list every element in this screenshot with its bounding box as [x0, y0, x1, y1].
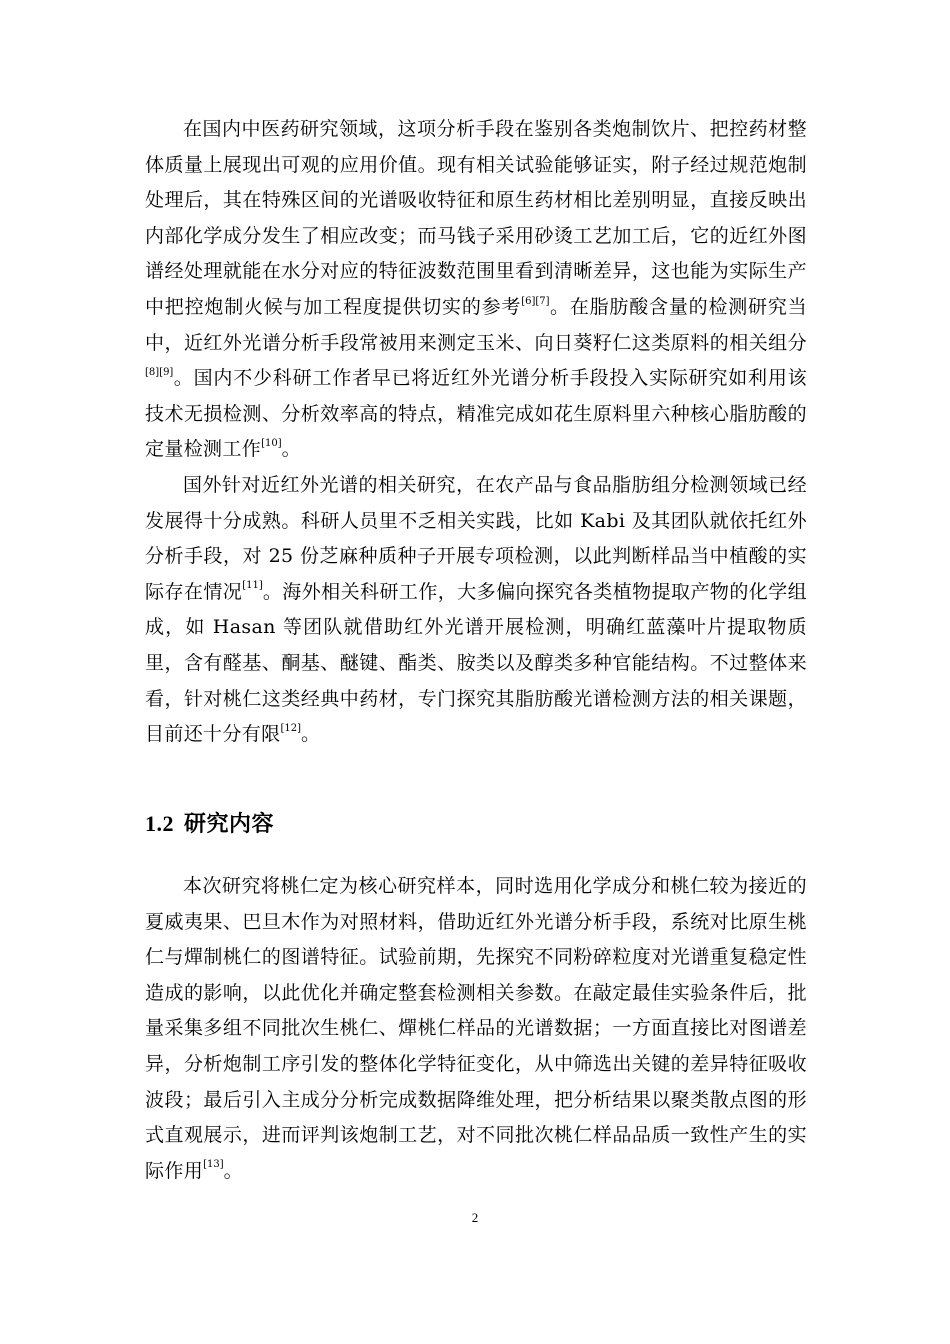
citation-ref: [6][7]: [521, 295, 550, 307]
paragraph-research-content: [145, 869, 807, 1189]
paragraph-text: 。国内不少科研工作者早已将近红外光谱分析手段投入实际研究如利用该技术无损检测、分析效率高的特点，精准完成如花生原料里六种核心脂肪酸的定量检测工作: [145, 367, 807, 461]
section-heading: [145, 804, 274, 845]
paragraph-text: 国外针对近红外光谱的相关研究，在农产品与食品脂肪组分检测领域已经发展得十分成熟。科研人员里不乏相关实践，比如 Kabi 及其团队就依托红外分析手段，对 25 份芝麻种质种子开展专项检测，以此判断样品当中植酸的实际存在情况: [145, 473, 807, 603]
section-title: 研究内容: [184, 812, 275, 837]
page-number: 2: [471, 1210, 479, 1225]
paragraph-text: 。在脂肪酸含量的检测研究当中，近红外光谱分析手段常被用来测定玉米、向日葵籽仁这类原料的相关组分: [145, 295, 807, 354]
paragraph-text: 本次研究将桃仁定为核心研究样本，同时选用化学成分和桃仁较为接近的夏威夷果、巴旦木作为对照材料，借助近红外光谱分析手段，系统对比原生桃仁与燀制桃仁的图谱特征。试验前期，先探究不同粉碎粒度对光谱重复稳定性造成的影响，以此优化并确定整套检测相关参数。在敲定最佳实验条件后，批量采集多组不同批次生桃仁、燀桃仁样品的光谱数据；一方面直接比对图谱差异，分析炮制工序引发的整体化学特征变化，从中筛选出关键的差异特征吸收波段；最后引入主成分分析完成数据降维处理，把分析结果以聚类散点图的形式直观展示，进而评判该炮制工艺，对不同批次桃仁样品品质一致性产生的实际作用: [145, 875, 807, 1182]
citation-ref: [13]: [203, 1159, 224, 1171]
paragraph-text: 。: [281, 438, 301, 461]
paragraph-domestic-research: [145, 112, 807, 468]
paragraph-foreign-research: [145, 468, 807, 753]
paragraph-text: 。: [300, 723, 321, 746]
section-body-2: [145, 869, 807, 1189]
paragraph-text: 。: [223, 1159, 243, 1182]
citation-ref: [11]: [242, 580, 263, 592]
citation-ref: [12]: [280, 722, 301, 734]
citation-ref: [8][9]: [145, 366, 174, 378]
paragraph-text: 。海外相关科研工作，大多偏向探究各类植物提取产物的化学组成，如 Hasan 等团队就借助红外光谱开展检测，明确红蓝藻叶片提取物质里，含有醛基、酮基、醚键、酯类、胺类以及醇类多种官能结构。不过整体来看，针对桃仁这类经典中药材，专门探究其脂肪酸光谱检测方法的相关课题，目前还十分有限: [145, 580, 807, 746]
paragraph-text: 在国内中医药研究领域，这项分析手段在鉴别各类炮制饮片、把控药材整体质量上展现出可观的应用价值。现有相关试验能够证实，附子经过规范炮制处理后，其在特殊区间的光谱吸收特征和原生药材相比差别明显，直接反映出内部化学成分发生了相应改变；而马钱子采用砂烫工艺加工后，它的近红外图谱经处理就能在水分对应的特征波数范围里看到清晰差异，这也能为实际生产中把控炮制火候与加工程度提供切实的参考: [145, 118, 807, 318]
section-body-1: [145, 112, 807, 753]
citation-ref: [10]: [261, 438, 282, 450]
section-number: 1.2: [145, 811, 174, 836]
